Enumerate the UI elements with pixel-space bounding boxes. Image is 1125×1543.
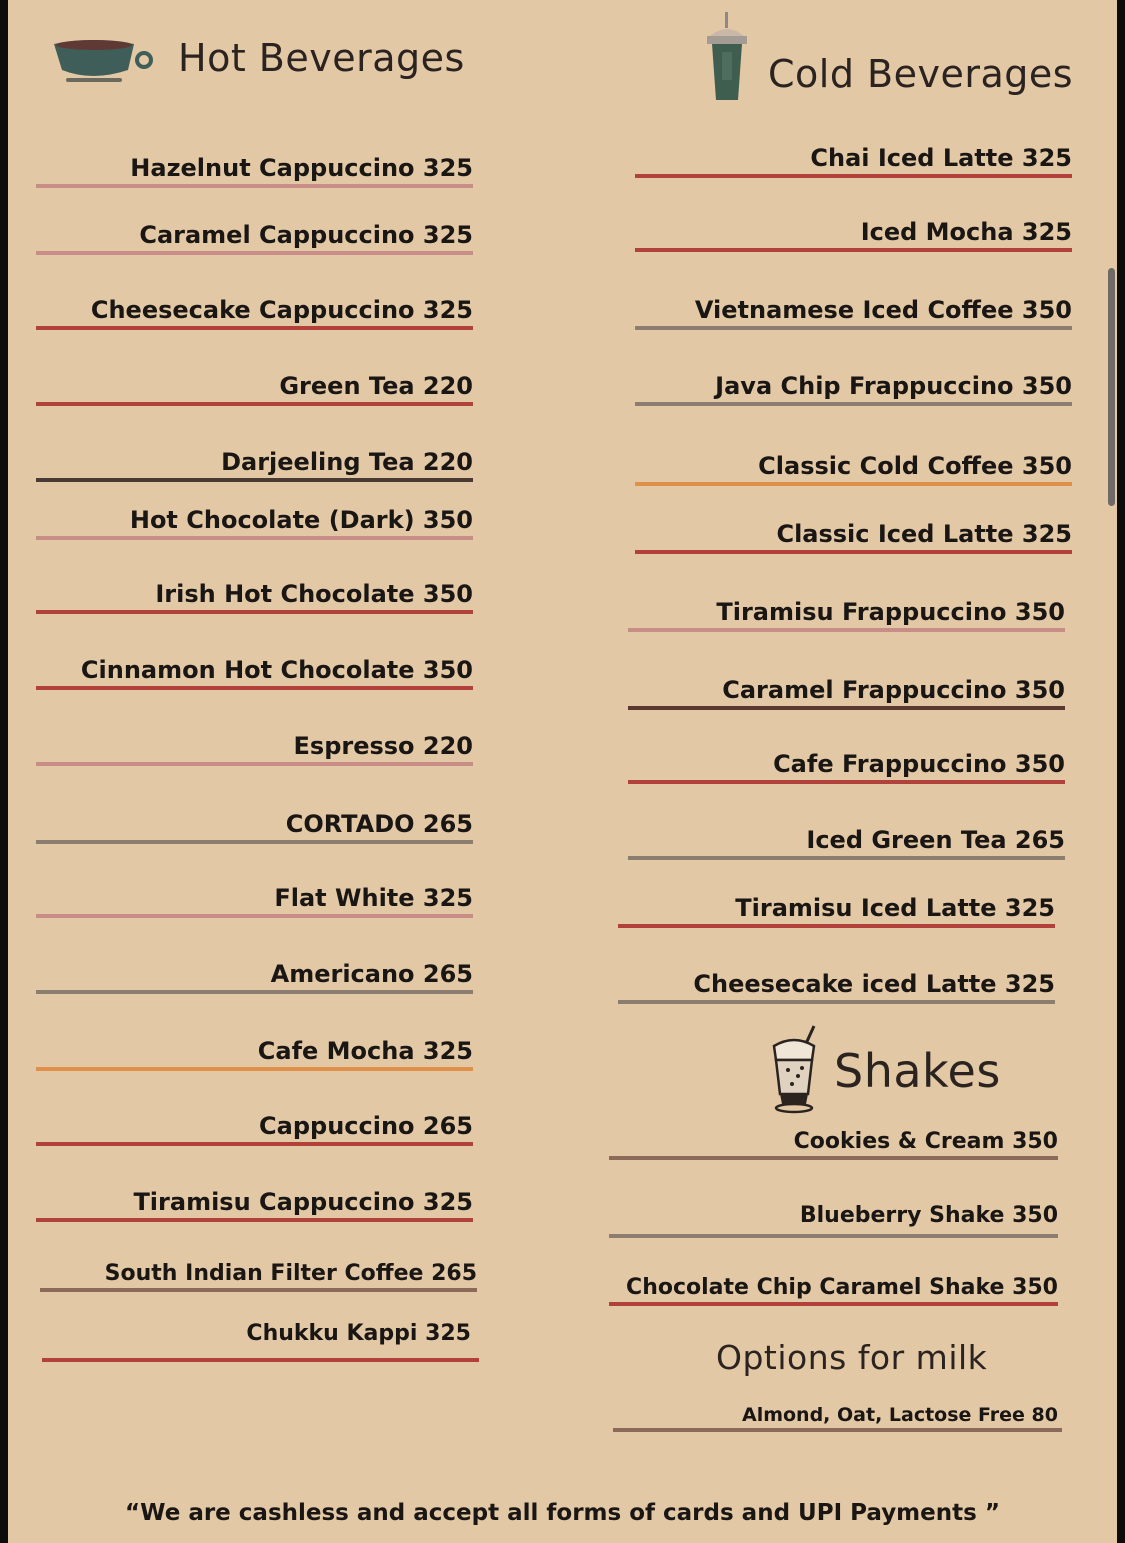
menu-item — [40, 1262, 477, 1292]
menu-item — [609, 1203, 1058, 1238]
menu-item — [628, 598, 1065, 632]
milk-options-title: Options for milk — [716, 1338, 988, 1377]
menu-item — [36, 810, 473, 844]
menu-item-underline — [609, 1302, 1058, 1306]
menu-item-label: Chocolate Chip Caramel Shake 350 — [626, 1275, 1058, 1300]
menu-item-underline — [36, 184, 473, 188]
menu-item-label: Cappuccino 265 — [259, 1112, 473, 1140]
menu-item — [36, 448, 473, 482]
menu-item — [36, 296, 473, 330]
menu-item-underline — [628, 706, 1065, 710]
menu-item-label: Americano 265 — [270, 960, 473, 988]
menu-item-underline — [618, 1000, 1055, 1004]
menu-item-label: Cafe Mocha 325 — [257, 1037, 473, 1065]
menu-item-label: Hot Chocolate (Dark) 350 — [129, 506, 473, 534]
scrollbar[interactable] — [1108, 268, 1115, 506]
menu-item — [36, 960, 473, 994]
menu-item-underline — [628, 628, 1065, 632]
menu-item-underline — [42, 1358, 479, 1362]
menu-item-underline — [609, 1234, 1058, 1238]
menu-item — [635, 452, 1072, 486]
menu-item-label: Classic Cold Coffee 350 — [758, 452, 1072, 480]
menu-item — [42, 1321, 479, 1362]
shakes-title: Shakes — [834, 1044, 1001, 1098]
menu-item — [635, 520, 1072, 554]
menu-item-underline — [635, 550, 1072, 554]
menu-item-label: Hazelnut Cappuccino 325 — [130, 154, 473, 182]
menu-item — [36, 580, 473, 614]
menu-item-underline — [40, 1288, 477, 1292]
menu-item — [628, 676, 1065, 710]
menu-item — [36, 1112, 473, 1146]
menu-item-underline — [36, 914, 473, 918]
menu-item-label: Cafe Frappuccino 350 — [773, 750, 1065, 778]
menu-item-label: Cinnamon Hot Chocolate 350 — [80, 656, 473, 684]
menu-item-label: Chai Iced Latte 325 — [810, 144, 1072, 172]
menu-item-label: Green Tea 220 — [279, 372, 473, 400]
menu-item-label: CORTADO 265 — [285, 810, 473, 838]
menu-item-underline — [36, 251, 473, 255]
iced-drink-cup-icon — [702, 12, 752, 104]
menu-item-underline — [618, 924, 1055, 928]
menu-item-underline — [36, 840, 473, 844]
menu-item-label: Cheesecake iced Latte 325 — [693, 970, 1055, 998]
menu-item-label: Cookies & Cream 350 — [793, 1129, 1058, 1154]
menu-item — [635, 144, 1072, 178]
menu-item-label: Caramel Frappuccino 350 — [722, 676, 1065, 704]
menu-item — [36, 372, 473, 406]
menu-item-underline — [613, 1428, 1062, 1432]
menu-item-underline — [635, 248, 1072, 252]
menu-item-underline — [635, 482, 1072, 486]
menu-item-label: Iced Green Tea 265 — [806, 826, 1065, 854]
menu-item-underline — [635, 326, 1072, 330]
menu-item-underline — [36, 610, 473, 614]
menu-item — [628, 750, 1065, 784]
menu-item — [609, 1276, 1058, 1306]
menu-item-label: Tiramisu Iced Latte 325 — [735, 894, 1055, 922]
menu-item-label: Vietnamese Iced Coffee 350 — [694, 296, 1072, 324]
menu-item — [36, 506, 473, 540]
menu-item-label: South Indian Filter Coffee 265 — [104, 1261, 477, 1286]
menu-item-underline — [36, 990, 473, 994]
right-edge — [1117, 0, 1125, 1543]
payment-note: “We are cashless and accept all forms of cards and UPI Payments ” — [125, 1500, 1000, 1526]
hot-beverages-title: Hot Beverages — [178, 36, 465, 80]
menu-item — [36, 1037, 473, 1071]
menu-item — [36, 1188, 473, 1222]
menu-item-label: Blueberry Shake 350 — [799, 1203, 1058, 1228]
menu-item-label: Darjeeling Tea 220 — [221, 448, 473, 476]
menu-item — [618, 970, 1055, 1004]
menu-item — [628, 826, 1065, 860]
menu-item-underline — [635, 174, 1072, 178]
menu-item — [609, 1130, 1058, 1160]
menu-item-label: Chukku Kappi 325 — [246, 1321, 471, 1346]
menu-item-underline — [36, 686, 473, 690]
menu-item-label: Irish Hot Chocolate 350 — [155, 580, 473, 608]
menu-item-label: Classic Iced Latte 325 — [776, 520, 1072, 548]
menu-item — [36, 154, 473, 188]
menu-item — [618, 894, 1055, 928]
menu-item — [36, 732, 473, 766]
menu-item-underline — [36, 1067, 473, 1071]
menu-item-label: Iced Mocha 325 — [860, 218, 1072, 246]
menu-item-underline — [628, 856, 1065, 860]
coffee-cup-icon — [52, 38, 158, 86]
shake-glass-icon — [768, 1024, 824, 1116]
menu-item-underline — [36, 536, 473, 540]
menu-item — [613, 1402, 1062, 1432]
menu-item-label: Almond, Oat, Lactose Free 80 — [741, 1404, 1058, 1426]
menu-item — [635, 218, 1072, 252]
menu-item-underline — [36, 478, 473, 482]
menu-item-label: Flat White 325 — [274, 884, 473, 912]
left-edge — [0, 0, 8, 1543]
menu-item-underline — [36, 1218, 473, 1222]
menu-item-label: Espresso 220 — [293, 732, 473, 760]
menu-item — [36, 656, 473, 690]
menu-item-underline — [36, 1142, 473, 1146]
cold-beverages-title: Cold Beverages — [768, 52, 1074, 96]
menu-item-label: Caramel Cappuccino 325 — [139, 221, 473, 249]
menu-item-underline — [36, 762, 473, 766]
menu-item — [635, 296, 1072, 330]
menu-item-underline — [628, 780, 1065, 784]
menu-item-label: Tiramisu Frappuccino 350 — [716, 598, 1065, 626]
menu-item — [36, 221, 473, 255]
menu-item-underline — [36, 326, 473, 330]
menu-item-label: Cheesecake Cappuccino 325 — [90, 296, 473, 324]
menu-item-label: Tiramisu Cappuccino 325 — [133, 1188, 473, 1216]
menu-item-underline — [36, 402, 473, 406]
menu-item — [36, 884, 473, 918]
menu-item-label: Java Chip Frappuccino 350 — [715, 372, 1072, 400]
menu-item-underline — [635, 402, 1072, 406]
menu-item-underline — [609, 1156, 1058, 1160]
menu-item — [635, 372, 1072, 406]
